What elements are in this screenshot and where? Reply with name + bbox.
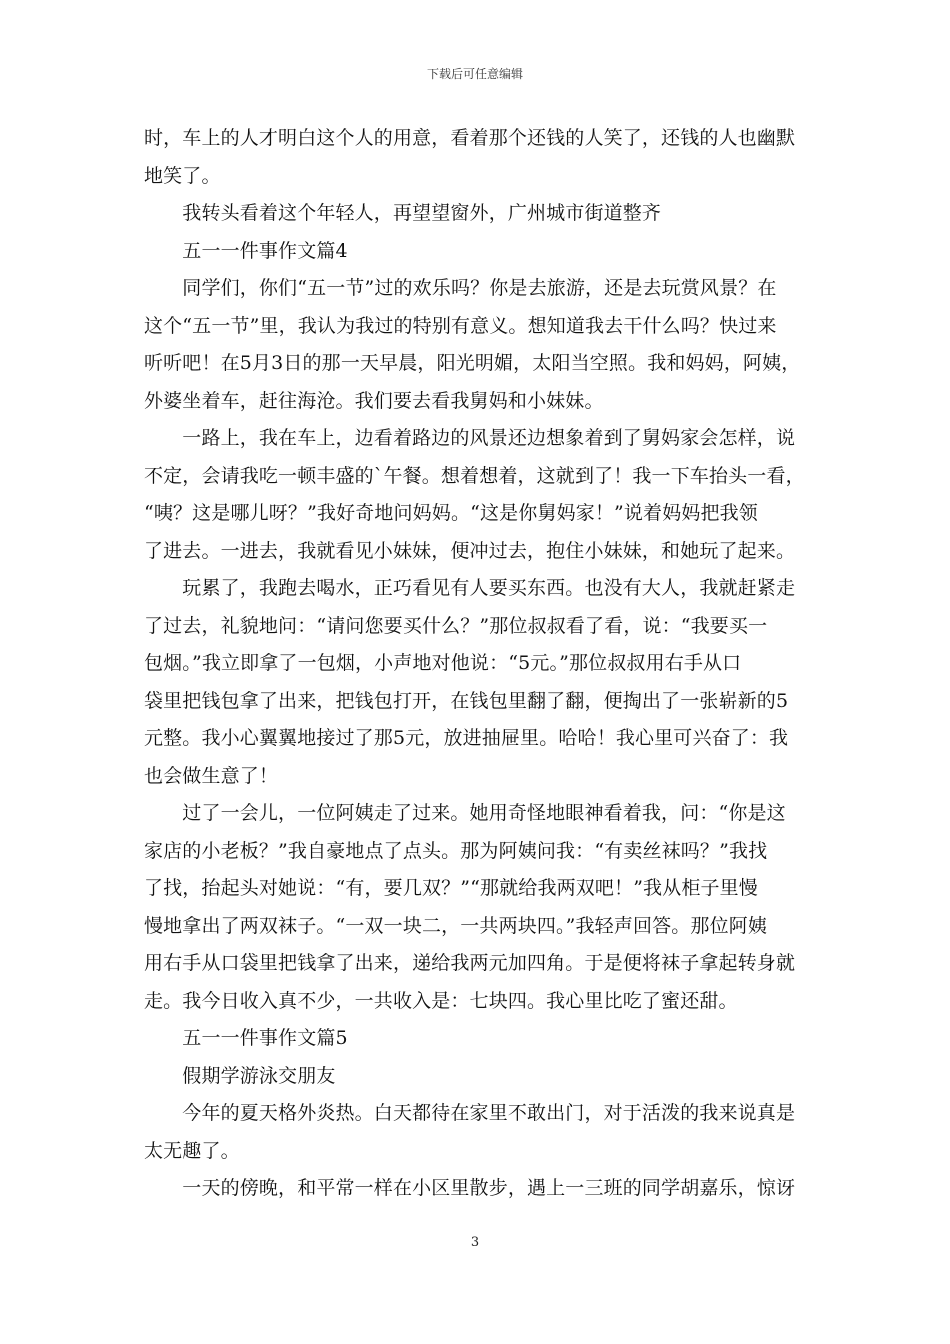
- text-line: 慢地拿出了两双袜子。“一双一块二，一共两块四。”我轻声回答。那位阿姨: [144, 914, 768, 937]
- text-line: “咦？这是哪儿呀？”我好奇地问妈妈。“这是你舅妈家！”说着妈妈把我领: [144, 502, 758, 524]
- text-line: 不定，会请我吃一顿丰盛的`午餐。想着想着，这就到了！我一下车抬头一看，: [144, 464, 805, 487]
- text-line: 地笑了。: [144, 164, 221, 187]
- text-line: 也会做生意了！: [144, 764, 279, 787]
- section-heading: 五一一件事作文篇5: [144, 1027, 348, 1049]
- text-line: 一路上，我在车上，边看着路边的风景还边想象着到了舅妈家会怎样，说: [144, 427, 796, 449]
- text-line: 玩累了，我跑去喝水，正巧看见有人要买东西。也没有大人，我就赶紧走: [144, 577, 796, 599]
- text-line: 今年的夏天格外炎热。白天都待在家里不敢出门，对于活泼的我来说真是: [144, 1102, 796, 1124]
- text-line: 这个“五一节”里，我认为我过的特别有意义。想知道我去干什么吗？快过来: [144, 314, 777, 337]
- text-line: 家店的小老板？”我自豪地点了点头。那为阿姨问我：“有卖丝袜吗？”我找: [144, 839, 768, 862]
- text-line: 用右手从口袋里把钱拿了出来，递给我两元加四角。于是便将袜子拿起转身就: [144, 952, 796, 974]
- text-line: 过了一会儿，一位阿姨走了过来。她用奇怪地眼神看着我，问：“你是这: [144, 802, 786, 824]
- text-line: 袋里把钱包拿了出来，把钱包打开，在钱包里翻了翻，便掏出了一张崭新的5: [144, 689, 789, 712]
- text-line: 走。我今日收入真不少，一共收入是：七块四。我心里比吃了蜜还甜。: [144, 989, 738, 1012]
- page-header: 下载后可任意编辑: [426, 67, 523, 81]
- text-line: 包烟。”我立即拿了一包烟，小声地对他说：“5元。”那位叔叔用右手从口: [144, 652, 742, 674]
- text-line: 外婆坐着车，赶往海沧。我们要去看我舅妈和小妹妹。: [144, 389, 604, 412]
- text-line: 太无趣了。: [144, 1139, 240, 1162]
- text-line: 元整。我小心翼翼地接过了那5元，放进抽屉里。哈哈！我心里可兴奋了：我: [144, 727, 789, 749]
- text-line: 时，车上的人才明白这个人的用意，看着那个还钱的人笑了，还钱的人也幽默: [144, 127, 796, 149]
- section-heading: 五一一件事作文篇4: [144, 239, 348, 262]
- text-line: 一天的傍晚，和平常一样在小区里散步，遇上一三班的同学胡嘉乐，惊讶: [144, 1177, 796, 1199]
- text-line: 了找，抬起头对她说：“有，要几双？”“那就给我两双吧！”我从柜子里慢: [144, 877, 758, 899]
- text-line: 听听吧！在5月3日的那一天早晨，阳光明媚，太阳当空照。我和妈妈，阿姨，: [144, 352, 801, 374]
- essay-title: 假期学游泳交朋友: [144, 1064, 336, 1087]
- text-line: 我转头看着这个年轻人，再望望窗外，广州城市街道整齐: [144, 202, 662, 224]
- text-line: 了进去。一进去，我就看见小妹妹，便冲过去，抱住小妹妹，和她玩了起来。: [144, 539, 796, 562]
- text-line: 同学们，你们“五一节”过的欢乐吗？你是去旅游，还是去玩赏风景？在: [144, 277, 777, 299]
- document-body: [144, 120, 808, 1208]
- text-line: 了过去，礼貌地问：“请问您要买什么？”那位叔叔看了看，说：“我要买一: [144, 614, 768, 637]
- page-number: 3: [470, 1235, 480, 1250]
